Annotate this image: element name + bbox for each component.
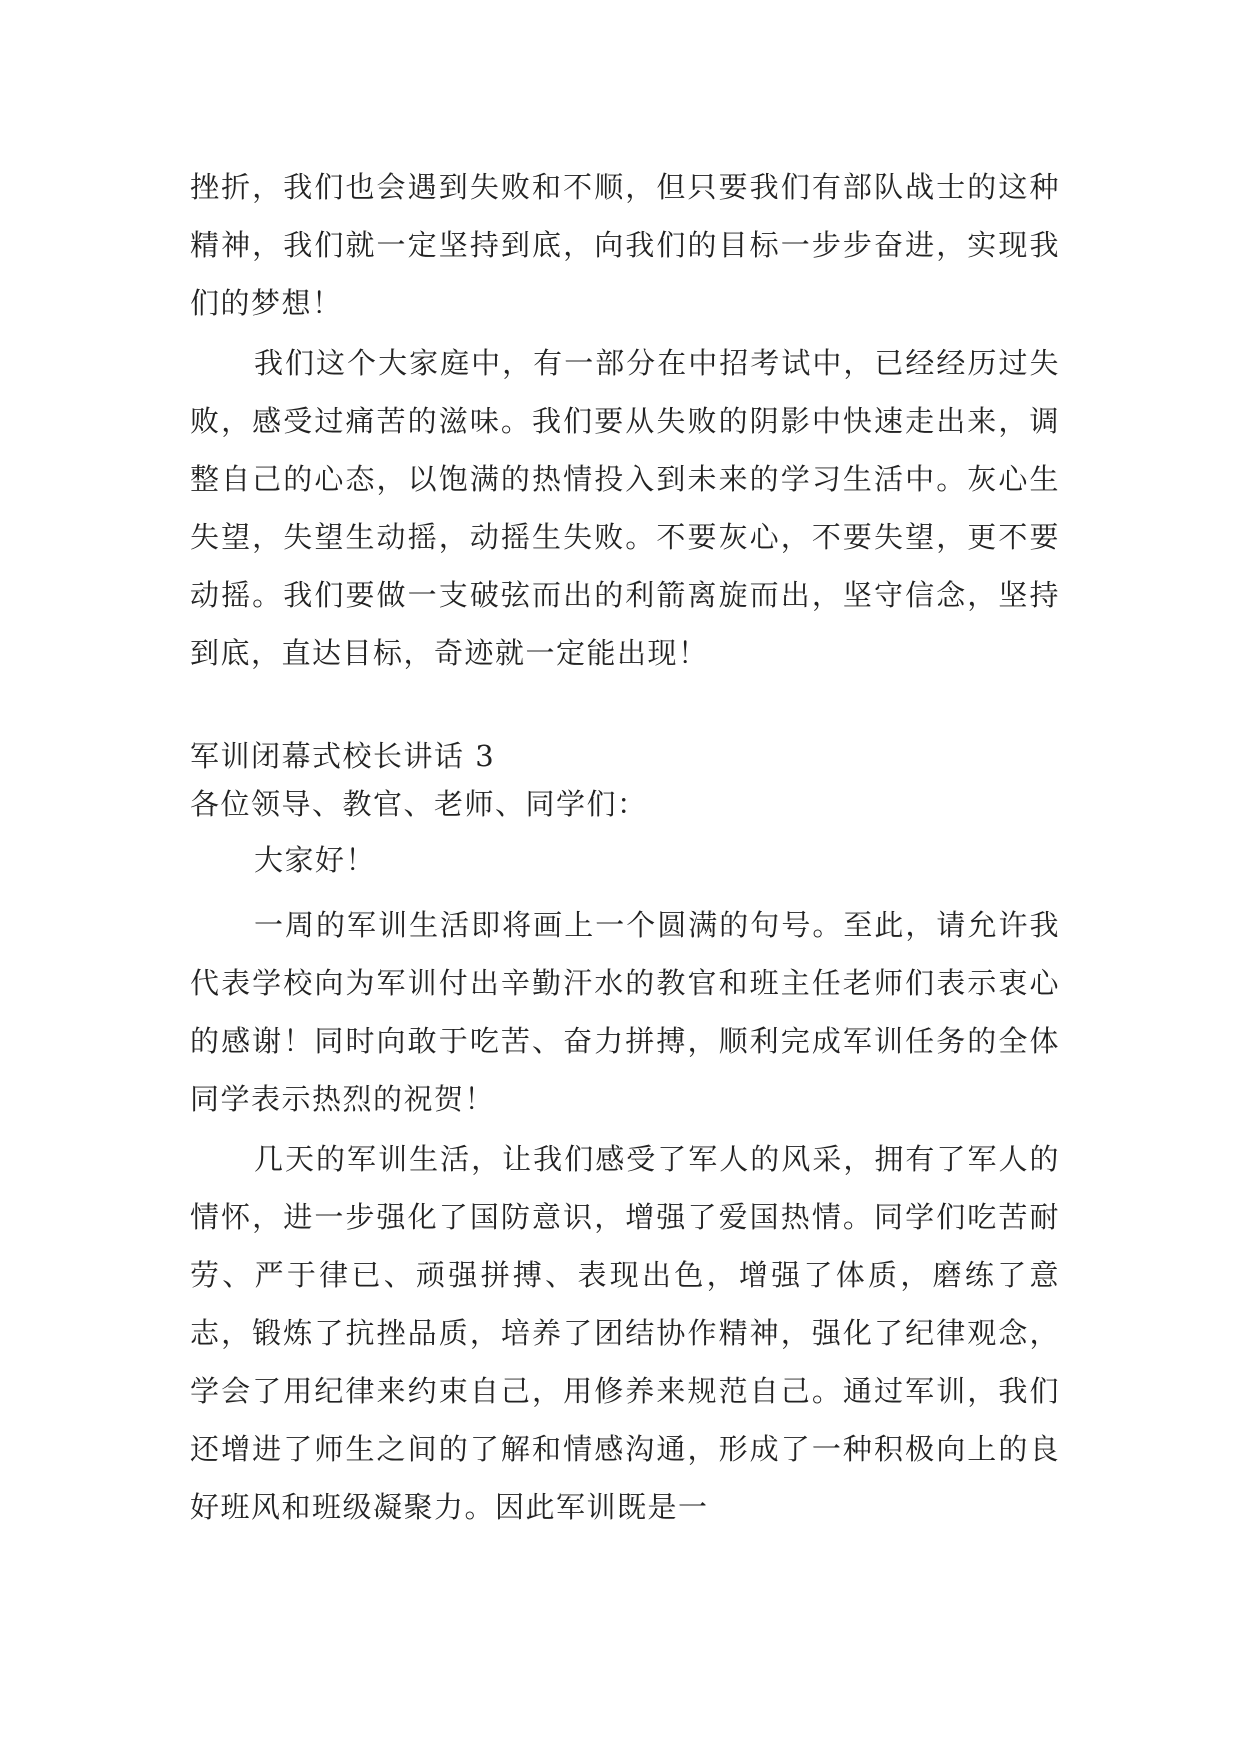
greeting: 大家好！	[254, 843, 377, 877]
document-body	[190, 158, 1060, 1538]
paragraph-thanks: 一周的军训生活即将画上一个圆满的句号。至此，请允许我代表学校向为军训付出辛勤汗水的教官和班主任老师们表示衷心的感谢！同时向敢于吃苦、奋力拼搏，顺利完成军训任务的全体同学表示热烈的祝贺！	[190, 908, 1060, 1116]
paragraph-continuation: 挫折，我们也会遇到失败和不顺，但只要我们有部队战士的这种精神，我们就一定坚持到底，向我们的目标一步步奋进，实现我们的梦想！	[190, 170, 1060, 320]
paragraph-training-results: 几天的军训生活，让我们感受了军人的风采，拥有了军人的情怀，进一步强化了国防意识，增强了爱国热情。同学们吃苦耐劳、严于律已、顽强拼搏、表现出色，增强了体质，磨练了意志，锻炼了抗挫品质，培养了团结协作精神，强化了纪律观念，学会了用纪律来约束自己，用修养来规范自己。通过军训，我们还增进了师生之间的了解和情感沟通，形成了一种积极向上的良好班风和班级凝聚力。因此军训既是一	[190, 1142, 1060, 1524]
paragraph-family-failure: 我们这个大家庭中，有一部分在中招考试中，已经经历过失败，感受过痛苦的滋味。我们要从失败的阴影中快速走出来，调整自己的心态，以饱满的热情投入到未来的学习生活中。灰心生失望，失望生动摇，动摇生失败。不要灰心，不要失望，更不要动摇。我们要做一支破弦而出的利箭离旋而出，坚守信念，坚持到底，直达目标，奇迹就一定能出现！	[190, 346, 1060, 670]
section-title: 军训闭幕式校长讲话 3	[190, 739, 496, 773]
salutation: 各位领导、教官、老师、同学们：	[190, 787, 648, 821]
